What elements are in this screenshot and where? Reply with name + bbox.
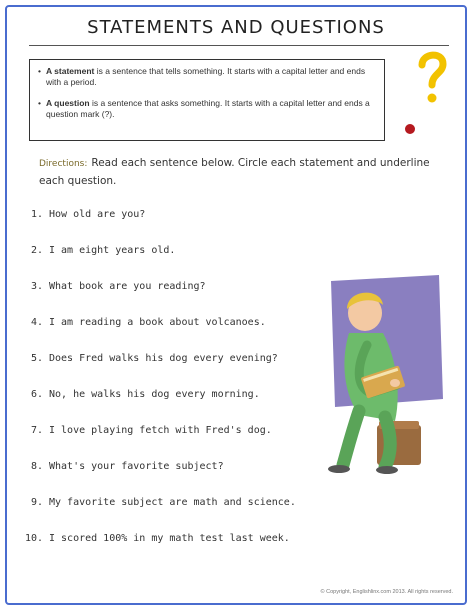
sentence-number: 8.: [30, 461, 43, 472]
worksheet-page: [5, 5, 467, 605]
worksheet-title: STATEMENTS AND QUESTIONS: [87, 17, 385, 38]
definition-statement: [38, 66, 376, 88]
list-item: [19, 533, 296, 569]
list-item: [19, 389, 296, 425]
directions: [39, 155, 439, 190]
list-item: [19, 497, 296, 533]
sentence-list: [19, 209, 296, 569]
sentence-text: My favorite subject are math and science.: [49, 497, 296, 508]
sentence-number: 3.: [30, 281, 43, 292]
sentence-text: I am reading a book about volcanoes.: [49, 317, 266, 328]
list-item: [19, 461, 296, 497]
directions-text: Read each sentence below. Circle each statement and underline each question.: [39, 157, 430, 187]
sentence-number: 7.: [30, 425, 43, 436]
sentence-number: 4.: [30, 317, 43, 328]
directions-label: Directions:: [39, 159, 88, 169]
sentence-text: What's your favorite subject?: [49, 461, 224, 472]
sentence-number: 9.: [30, 497, 43, 508]
list-item: [19, 317, 296, 353]
sentence-text: Does Fred walks his dog every evening?: [49, 353, 278, 364]
list-item: [19, 245, 296, 281]
definition-text: is a sentence that asks something. It starts with a capital letter and ends a question mark (?).: [46, 98, 370, 119]
definition-question: [38, 98, 376, 120]
red-dot-icon: [405, 124, 415, 134]
sentence-number: 5.: [30, 353, 43, 364]
sentence-text: I love playing fetch with Fred's dog.: [49, 425, 272, 436]
copyright-notice: © Copyright, Englishlinx.com 2013. All rights reserved.: [320, 589, 453, 595]
sentence-text: No, he walks his dog every morning.: [49, 389, 260, 400]
question-mark-icon: [415, 49, 449, 105]
sentence-text: I am eight years old.: [49, 245, 176, 256]
definition-box: [29, 59, 385, 141]
sentence-number: 2.: [30, 245, 43, 256]
list-item: [19, 425, 296, 461]
title-rule: [29, 45, 449, 46]
sentence-number: 1.: [30, 209, 43, 220]
definition-term: A statement: [46, 66, 95, 76]
sentence-number: 10.: [24, 533, 43, 544]
sentence-text: I scored 100% in my math test last week.: [49, 533, 290, 544]
definition-term: A question: [46, 98, 90, 108]
boy-reading-illustration: [307, 275, 443, 475]
list-item: [19, 353, 296, 389]
sentence-text: What book are you reading?: [49, 281, 206, 292]
definition-text: is a sentence that tells something. It starts with a capital letter and ends with a period.: [46, 66, 366, 87]
list-item: [19, 209, 296, 245]
sentence-number: 6.: [30, 389, 43, 400]
sentence-text: How old are you?: [49, 209, 146, 220]
list-item: [19, 281, 296, 317]
